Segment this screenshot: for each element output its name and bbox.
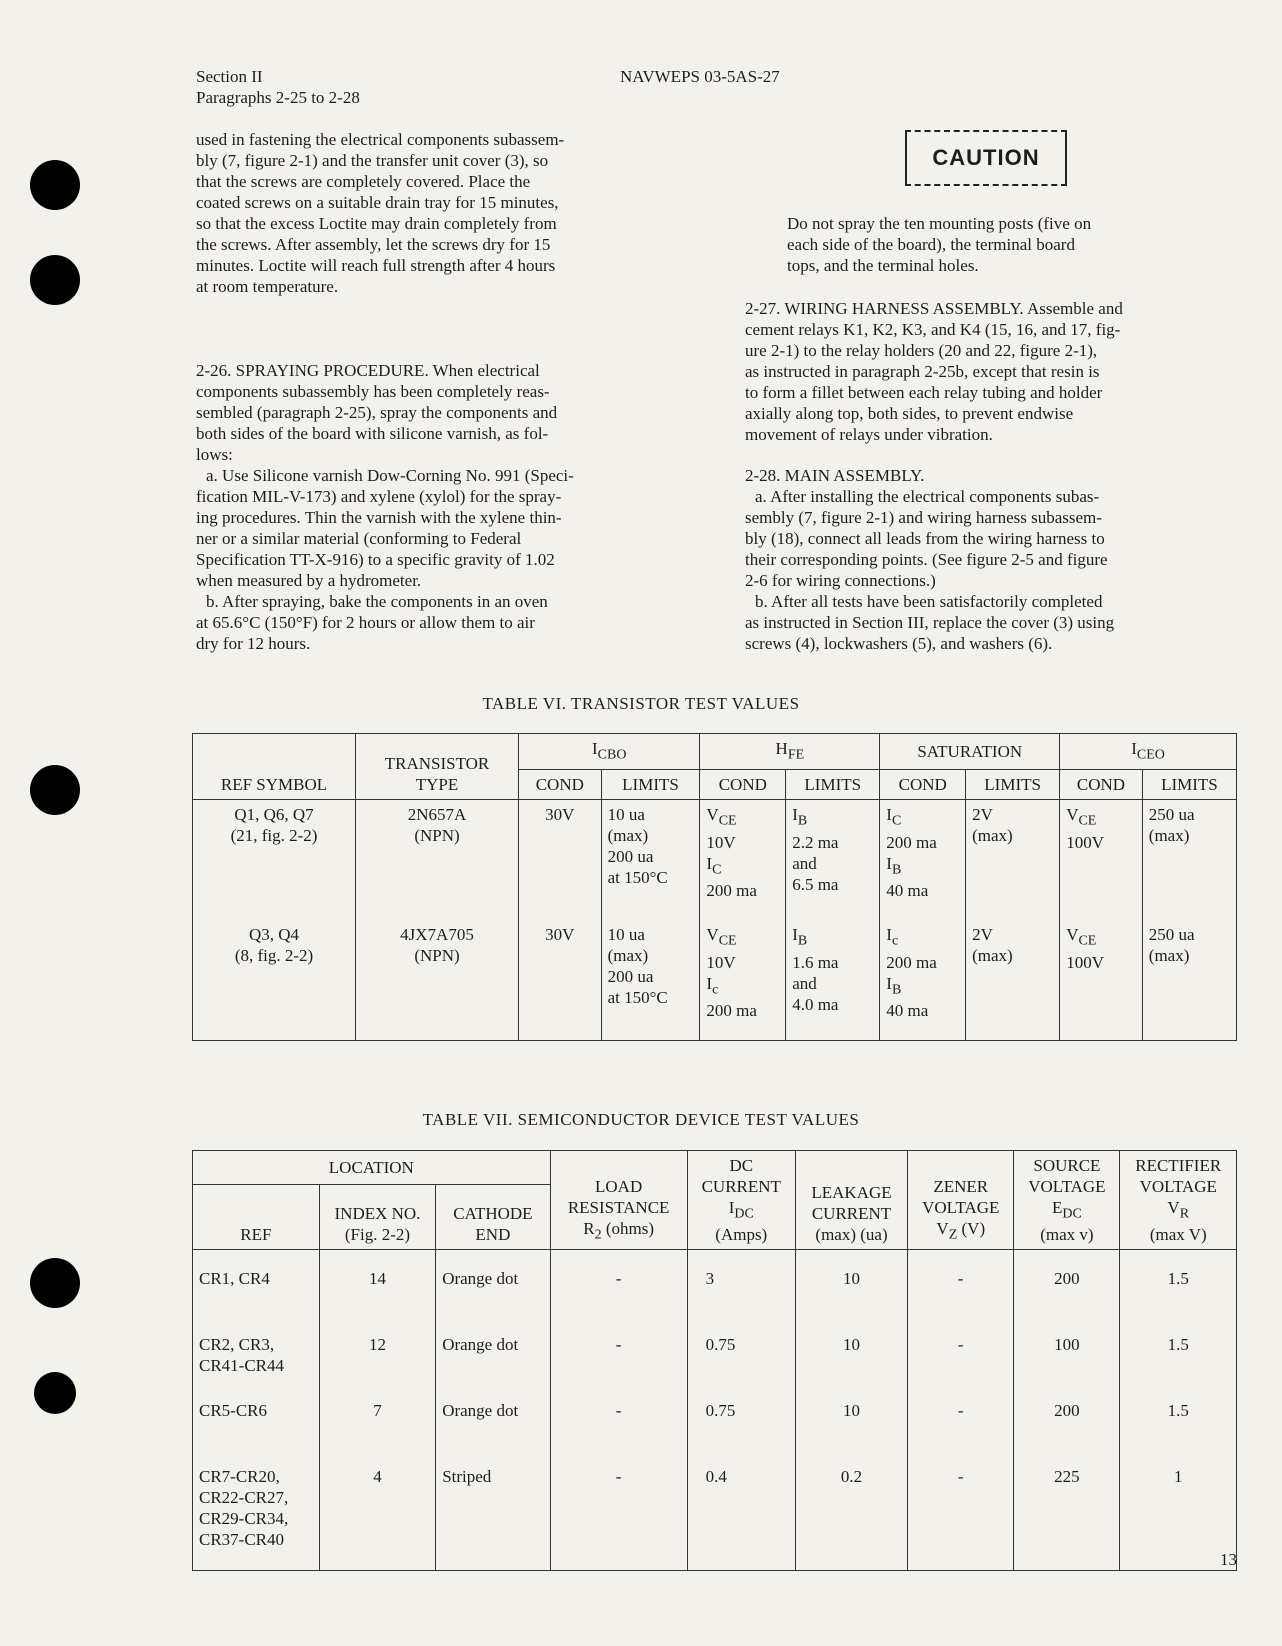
subheader-cond: COND bbox=[880, 770, 966, 800]
subscript: CE bbox=[1078, 933, 1097, 949]
cell-line: (max) (ua) bbox=[815, 1225, 888, 1245]
cell-line: 2.2 ma bbox=[792, 832, 839, 852]
text-line: used in fastening the electrical components subassem- bbox=[196, 130, 565, 149]
cell-line: (max v) bbox=[1040, 1225, 1094, 1245]
spraying-procedure bbox=[196, 360, 692, 654]
zener-cell: - bbox=[908, 1330, 1014, 1396]
text-line: at room temperature. bbox=[196, 277, 339, 296]
text-line: Specification TT-X-916) to a specific gravity of 1.02 bbox=[196, 550, 555, 569]
cell-line: (max) bbox=[1148, 826, 1190, 846]
cell-line bbox=[706, 804, 779, 831]
dc-cell: 0.75 bbox=[687, 1330, 795, 1396]
cell-line: DC bbox=[729, 1156, 754, 1175]
subscript: c bbox=[712, 982, 719, 998]
cell-line bbox=[886, 973, 959, 1000]
cell-line: (max) bbox=[1148, 946, 1190, 966]
subheader-limits: LIMITS bbox=[966, 770, 1060, 800]
sat-cond-cell bbox=[880, 800, 966, 921]
cell-line: CURRENT bbox=[701, 1177, 781, 1196]
text-line: each side of the board), the terminal board bbox=[787, 235, 1075, 254]
binder-hole bbox=[30, 160, 80, 210]
icbo-symbol: I bbox=[591, 739, 598, 758]
text-line: sembly (7, figure 2-1) and wiring harness subassem- bbox=[745, 508, 1102, 527]
text-line: coated screws on a suitable drain tray for 15 minutes, bbox=[196, 193, 559, 212]
dc-cell: 3 bbox=[687, 1250, 795, 1331]
cell-line: 2V bbox=[972, 925, 993, 945]
text-line: so that the excess Loctite may drain completely from bbox=[196, 214, 557, 233]
cell-line: 10 ua bbox=[607, 805, 645, 825]
subscript: C bbox=[712, 862, 722, 878]
cell-line: 200 ma bbox=[706, 1001, 757, 1021]
subscript: DC bbox=[1062, 1206, 1082, 1222]
cell-line: 200 ma bbox=[886, 832, 937, 852]
cathode-cell: Orange dot bbox=[436, 1330, 550, 1396]
text-line: to form a fillet between each relay tubing and holder bbox=[745, 383, 1103, 402]
text-line: a. After installing the electrical components subas- bbox=[755, 487, 1100, 506]
col-header-iceo bbox=[1060, 734, 1237, 770]
iceo-sub: CEO bbox=[1136, 747, 1165, 763]
ref-cell: CR1, CR4 bbox=[193, 1250, 320, 1331]
cell-line: (max V) bbox=[1149, 1225, 1207, 1245]
hfe-limits-cell bbox=[786, 920, 880, 1041]
table-row bbox=[193, 1330, 1237, 1396]
subscript: B bbox=[797, 933, 808, 949]
cell-line: and bbox=[792, 973, 817, 993]
text-line: dry for 12 hours. bbox=[196, 634, 311, 653]
transistor-test-table bbox=[192, 733, 1237, 1041]
iceo-limits-cell bbox=[1142, 800, 1236, 921]
source-cell: 100 bbox=[1014, 1330, 1120, 1396]
cell-line: and bbox=[792, 853, 817, 873]
table-7-title: TABLE VII. SEMICONDUCTOR DEVICE TEST VALUES bbox=[422, 1110, 860, 1129]
page-header-left bbox=[196, 66, 360, 108]
caution-text bbox=[787, 213, 1202, 276]
index-cell: 7 bbox=[319, 1396, 435, 1462]
text-line: bly (7, figure 2-1) and the transfer unit cover (3), so bbox=[196, 151, 549, 170]
text-line: the screws. After assembly, let the screws dry for 15 bbox=[196, 235, 551, 254]
symbol: I bbox=[792, 925, 798, 945]
text-line: Do not spray the ten mounting posts (five on bbox=[787, 214, 1092, 233]
cell-line bbox=[886, 924, 959, 951]
table-row bbox=[193, 800, 1237, 921]
icbo-limits-cell bbox=[601, 920, 700, 1041]
cell-line: (Amps) bbox=[715, 1225, 768, 1245]
cell-line bbox=[1020, 1197, 1113, 1224]
ref-cell: CR2, CR3, CR41-CR44 bbox=[193, 1330, 320, 1396]
cell-line: 200 ua bbox=[607, 847, 654, 867]
iceo-cond-cell bbox=[1060, 920, 1143, 1041]
symbol: I bbox=[706, 973, 713, 993]
cell-line: at 150°C bbox=[607, 868, 668, 888]
col-header-source-voltage bbox=[1014, 1151, 1120, 1250]
cell-line bbox=[792, 924, 873, 951]
cell-line: (max) bbox=[972, 946, 1013, 966]
cell-line: Q1, Q6, Q7 bbox=[234, 805, 314, 825]
col-header-ref: REF SYMBOL bbox=[193, 734, 356, 800]
text-line: 2-27. WIRING HARNESS ASSEMBLY. Assemble and bbox=[745, 299, 1123, 318]
subscript: C bbox=[891, 813, 902, 829]
text-line: ing procedures. Thin the varnish with the xylene thin- bbox=[196, 508, 562, 527]
subheader-cond: COND bbox=[700, 770, 786, 800]
cell-line: 1.6 ma bbox=[792, 952, 839, 972]
cell-line bbox=[914, 1218, 1007, 1245]
cell-line: 2N657A bbox=[407, 805, 467, 825]
subscript: B bbox=[891, 862, 902, 878]
text-line: b. After spraying, bake the components in an oven bbox=[206, 592, 548, 611]
cell-line: 40 ma bbox=[886, 1001, 929, 1021]
cell-line: 10V bbox=[706, 832, 736, 852]
text-line: components subassembly has been completely reas- bbox=[196, 382, 550, 401]
cell-line bbox=[1066, 924, 1136, 951]
col-header-dc-current bbox=[687, 1151, 795, 1250]
subscript: CE bbox=[1078, 813, 1097, 829]
text-line: fication MIL-V-173) and xylene (xylol) for the spray- bbox=[196, 487, 562, 506]
text-line: ner or a similar material (conforming to Federal bbox=[196, 529, 522, 548]
iceo-symbol: I bbox=[1131, 739, 1137, 758]
index-cell: 4 bbox=[319, 1462, 435, 1571]
cell-line: 4JX7A705 bbox=[400, 925, 474, 945]
cell-line: RESISTANCE bbox=[567, 1198, 670, 1217]
load-cell: - bbox=[550, 1462, 687, 1571]
col-header-icbo bbox=[519, 734, 700, 770]
cell-line: RECTIFIER bbox=[1135, 1156, 1222, 1175]
text-line: 2-26. SPRAYING PROCEDURE. When electrical bbox=[196, 361, 540, 380]
section-label: Section II bbox=[196, 67, 263, 86]
text-line: both sides of the board with silicone varnish, as fol- bbox=[196, 424, 549, 443]
binder-hole bbox=[30, 765, 80, 815]
col-header-load bbox=[550, 1151, 687, 1250]
text-line: tops, and the terminal holes. bbox=[787, 256, 979, 275]
caution-box: CAUTION bbox=[905, 130, 1067, 186]
cell-line: 10 ua bbox=[607, 925, 645, 945]
cell-line: CURRENT bbox=[811, 1204, 892, 1224]
cell-line: (NPN) bbox=[414, 826, 460, 846]
source-cell: 200 bbox=[1014, 1396, 1120, 1462]
cell-line bbox=[706, 924, 779, 951]
zener-cell: - bbox=[908, 1462, 1014, 1571]
col-header-saturation: SATURATION bbox=[880, 734, 1060, 770]
cell-line bbox=[706, 973, 779, 1000]
text-line: sembled (paragraph 2-25), spray the components and bbox=[196, 403, 558, 422]
rectifier-cell: 1 bbox=[1120, 1462, 1237, 1571]
leakage-cell: 10 bbox=[795, 1250, 907, 1331]
col-header-index bbox=[319, 1185, 435, 1250]
cell-line bbox=[1126, 1197, 1230, 1224]
text-line: when measured by a hydrometer. bbox=[196, 571, 422, 590]
col-header-ref: REF bbox=[193, 1185, 320, 1250]
symbol: R bbox=[583, 1219, 595, 1238]
symbol: V bbox=[936, 1219, 949, 1238]
hfe-limits-cell bbox=[786, 800, 880, 921]
symbol: I bbox=[886, 925, 892, 945]
cell-line bbox=[694, 1197, 789, 1224]
symbol: I bbox=[792, 805, 798, 825]
col-header-rectifier-voltage bbox=[1120, 1151, 1237, 1250]
dc-cell: 0.75 bbox=[687, 1396, 795, 1462]
text-line: at 65.6°C (150°F) for 2 hours or allow them to air bbox=[196, 613, 535, 632]
table-row bbox=[193, 1250, 1237, 1331]
subscript: 2 bbox=[594, 1227, 602, 1243]
cell-line: END bbox=[475, 1225, 511, 1245]
cathode-cell: Orange dot bbox=[436, 1396, 550, 1462]
symbol: V bbox=[1066, 925, 1079, 945]
subscript: CE bbox=[718, 933, 737, 949]
symbol: I bbox=[728, 1198, 735, 1217]
cell-line bbox=[886, 853, 959, 880]
binder-hole bbox=[34, 1372, 76, 1414]
col-header-zener bbox=[908, 1151, 1014, 1250]
cell-line: (8, fig. 2-2) bbox=[234, 946, 314, 966]
rectifier-cell: 1.5 bbox=[1120, 1396, 1237, 1462]
ref-cell bbox=[193, 800, 356, 921]
cell-line: ZENER bbox=[933, 1177, 989, 1196]
ref-cell: CR5-CR6 bbox=[193, 1396, 320, 1462]
cell-line: Q3, Q4 bbox=[248, 925, 300, 945]
subscript: B bbox=[891, 982, 902, 998]
dc-cell: 0.4 bbox=[687, 1462, 795, 1571]
cell-line: VOLTAGE bbox=[1139, 1177, 1217, 1196]
source-cell: 200 bbox=[1014, 1250, 1120, 1331]
rectifier-cell: 1.5 bbox=[1120, 1250, 1237, 1331]
sat-limits-cell bbox=[966, 920, 1060, 1041]
hfe-cond-cell bbox=[700, 920, 786, 1041]
cell-line: (NPN) bbox=[414, 946, 460, 966]
type-cell bbox=[356, 800, 519, 921]
cell-line: LOAD bbox=[595, 1177, 643, 1196]
subscript: CE bbox=[718, 813, 737, 829]
left-column bbox=[196, 129, 692, 297]
cathode-cell: Striped bbox=[436, 1462, 550, 1571]
symbol: V bbox=[706, 805, 719, 825]
unit: (ohms) bbox=[601, 1219, 654, 1238]
col-header-type: TRANSISTOR TYPE bbox=[356, 734, 519, 800]
subheader-limits: LIMITS bbox=[601, 770, 700, 800]
cell-line: at 150°C bbox=[607, 988, 668, 1008]
semiconductor-test-table bbox=[192, 1150, 1237, 1571]
col-header-cathode bbox=[436, 1185, 550, 1250]
text-line: ure 2-1) to the relay holders (20 and 22, figure 2-1), bbox=[745, 341, 1098, 360]
text-line: b. After all tests have been satisfactorily completed bbox=[755, 592, 1103, 611]
cell-line: (max) bbox=[607, 826, 649, 846]
text-line: axially along top, both sides, to prevent endwise bbox=[745, 404, 1074, 423]
hfe-symbol: H bbox=[775, 739, 788, 758]
symbol: I bbox=[886, 853, 892, 873]
cell-line: VOLTAGE bbox=[1028, 1177, 1106, 1196]
subscript: DC bbox=[734, 1206, 754, 1222]
icbo-cond-cell: 30V bbox=[519, 800, 602, 921]
cell-line: (21, fig. 2-2) bbox=[230, 826, 318, 846]
zener-cell: - bbox=[908, 1396, 1014, 1462]
cell-line bbox=[557, 1218, 681, 1245]
symbol: E bbox=[1051, 1198, 1063, 1217]
cell-line: LEAKAGE bbox=[811, 1183, 892, 1203]
subheader-limits: LIMITS bbox=[1142, 770, 1236, 800]
text-line: 2-28. MAIN ASSEMBLY. bbox=[745, 466, 925, 485]
cell-line: (max) bbox=[972, 826, 1013, 846]
cell-line: (max) bbox=[607, 946, 649, 966]
rectifier-cell: 1.5 bbox=[1120, 1330, 1237, 1396]
binder-hole bbox=[30, 255, 80, 305]
symbol: I bbox=[886, 805, 892, 825]
sat-limits-cell bbox=[966, 800, 1060, 921]
load-cell: - bbox=[550, 1330, 687, 1396]
cell-line bbox=[706, 853, 779, 880]
cell-line bbox=[886, 804, 959, 831]
symbol: V bbox=[1167, 1198, 1180, 1217]
iceo-limits-cell bbox=[1142, 920, 1236, 1041]
hfe-sub: FE bbox=[787, 747, 805, 763]
text-line: lows: bbox=[196, 445, 233, 464]
cell-line: 100V bbox=[1066, 952, 1104, 972]
index-cell: 12 bbox=[319, 1330, 435, 1396]
subscript: R bbox=[1179, 1206, 1190, 1222]
wiring-harness-assembly bbox=[745, 298, 1241, 445]
index-cell: 14 bbox=[319, 1250, 435, 1331]
leakage-cell: 10 bbox=[795, 1330, 907, 1396]
cell-line: SOURCE bbox=[1033, 1156, 1101, 1175]
text-line: 2-6 for wiring connections.) bbox=[745, 571, 936, 590]
text-line: their corresponding points. (See figure 2-5 and figure bbox=[745, 550, 1108, 569]
cell-line: 10V bbox=[706, 952, 736, 972]
icbo-cond-cell: 30V bbox=[519, 920, 602, 1041]
table-row bbox=[193, 1462, 1237, 1571]
cell-line: 250 ua bbox=[1148, 805, 1195, 825]
subheader-limits: LIMITS bbox=[786, 770, 880, 800]
table-row bbox=[193, 1396, 1237, 1462]
cell-line bbox=[792, 804, 873, 831]
paragraphs-label: Paragraphs 2-25 to 2-28 bbox=[196, 88, 360, 107]
col-header-hfe bbox=[700, 734, 880, 770]
cell-line bbox=[1066, 804, 1136, 831]
text-line: movement of relays under vibration. bbox=[745, 425, 993, 444]
source-cell: 225 bbox=[1014, 1462, 1120, 1571]
cell-line: 200 ma bbox=[706, 881, 757, 901]
text-line: as instructed in paragraph 2-25b, except that resin is bbox=[745, 362, 1100, 381]
text-line: screws (4), lockwashers (5), and washers (6). bbox=[745, 634, 1053, 653]
page-number: 13 bbox=[1220, 1550, 1237, 1569]
cell-line: 200 ua bbox=[607, 967, 654, 987]
subheader-cond: COND bbox=[1060, 770, 1143, 800]
main-assembly bbox=[745, 465, 1241, 654]
binder-hole bbox=[30, 1258, 80, 1308]
text-line: minutes. Loctite will reach full strength after 4 hours bbox=[196, 256, 556, 275]
text-line: bly (18), connect all leads from the wiring harness to bbox=[745, 529, 1105, 548]
table-6-title: TABLE VI. TRANSISTOR TEST VALUES bbox=[482, 694, 800, 713]
subscript: c bbox=[891, 933, 899, 949]
symbol: I bbox=[886, 973, 892, 993]
zener-cell: - bbox=[908, 1250, 1014, 1331]
text-line: cement relays K1, K2, K3, and K4 (15, 16, and 17, fig- bbox=[745, 320, 1121, 339]
leakage-cell: 10 bbox=[795, 1396, 907, 1462]
symbol: V bbox=[706, 925, 719, 945]
text-line: as instructed in Section III, replace the cover (3) using bbox=[745, 613, 1115, 632]
icbo-limits-cell bbox=[601, 800, 700, 921]
cell-line: 100V bbox=[1066, 832, 1104, 852]
symbol: I bbox=[706, 853, 713, 873]
cell-line: INDEX NO. bbox=[334, 1204, 421, 1224]
cell-line: 2V bbox=[972, 805, 993, 825]
cathode-cell: Orange dot bbox=[436, 1250, 550, 1331]
col-header-leakage bbox=[795, 1151, 907, 1250]
load-cell: - bbox=[550, 1250, 687, 1331]
leakage-cell: 0.2 bbox=[795, 1462, 907, 1571]
iceo-cond-cell bbox=[1060, 800, 1143, 921]
ref-cell bbox=[193, 920, 356, 1041]
cell-line: 200 ma bbox=[886, 952, 937, 972]
cell-line: 250 ua bbox=[1148, 925, 1195, 945]
hfe-cond-cell bbox=[700, 800, 786, 921]
col-header-location: LOCATION bbox=[193, 1151, 551, 1185]
doc-number: NAVWEPS 03-5AS-27 bbox=[620, 67, 780, 86]
unit: (V) bbox=[957, 1219, 986, 1238]
table-row bbox=[193, 920, 1237, 1041]
cell-line: 6.5 ma bbox=[792, 874, 839, 894]
text-line: a. Use Silicone varnish Dow-Corning No. 991 (Speci- bbox=[206, 466, 574, 485]
text-line: that the screws are completely covered. Place the bbox=[196, 172, 531, 191]
cell-line: VOLTAGE bbox=[922, 1198, 1000, 1217]
load-cell: - bbox=[550, 1396, 687, 1462]
type-cell bbox=[356, 920, 519, 1041]
icbo-sub: CBO bbox=[597, 747, 627, 763]
cell-line: (Fig. 2-2) bbox=[344, 1225, 411, 1245]
subheader-cond: COND bbox=[519, 770, 602, 800]
subscript: B bbox=[797, 813, 808, 829]
cell-line: 40 ma bbox=[886, 881, 929, 901]
subscript: Z bbox=[948, 1227, 958, 1243]
symbol: V bbox=[1066, 805, 1079, 825]
cell-line: CATHODE bbox=[453, 1204, 533, 1224]
sat-cond-cell bbox=[880, 920, 966, 1041]
ref-cell: CR7-CR20, CR22-CR27, CR29-CR34, CR37-CR40 bbox=[193, 1462, 320, 1571]
cell-line: 4.0 ma bbox=[792, 994, 839, 1014]
